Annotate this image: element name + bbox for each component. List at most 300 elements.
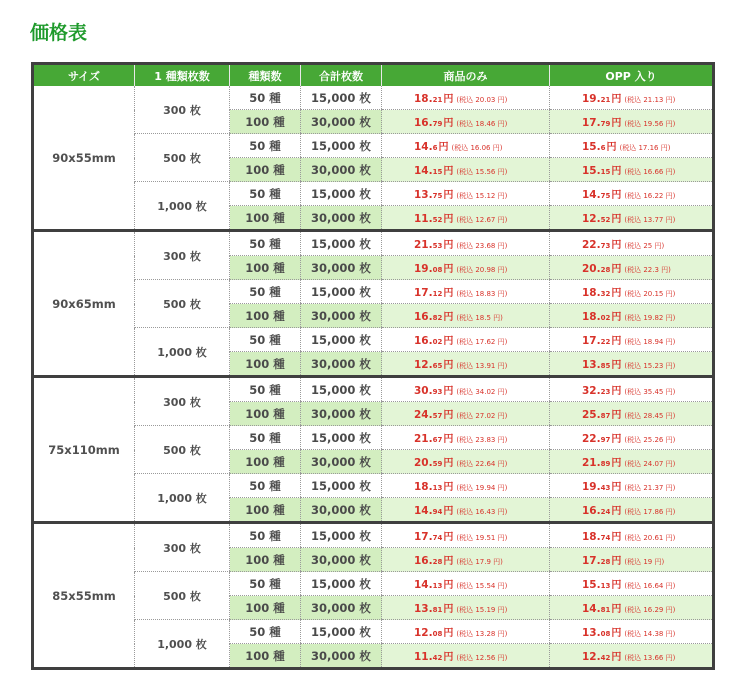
header-opp: OPP 入り <box>550 64 714 87</box>
price-tax-included: (税込 25.26 円) <box>624 436 676 444</box>
kinds-cell: 100 種 <box>230 498 301 523</box>
price-yen: 円 <box>443 652 454 663</box>
total-sheets-cell: 30,000 枚 <box>301 256 382 280</box>
price-yen: 円 <box>443 264 454 275</box>
product-only-price-cell <box>382 86 550 110</box>
per-kind-qty-cell: 300 枚 <box>135 86 230 134</box>
product-only-price-cell <box>382 256 550 280</box>
price-tax-included: (税込 17.86 円) <box>624 508 676 516</box>
price-decimal: 43 <box>600 484 611 492</box>
price-integer: 22. <box>582 433 601 445</box>
price-decimal: 97 <box>600 436 611 444</box>
price-tax-included: (税込 17.62 円) <box>456 338 508 346</box>
price-tax-included: (税込 16.29 円) <box>624 606 676 614</box>
opp-price-cell <box>550 498 714 523</box>
price-decimal: 65 <box>432 362 443 370</box>
per-kind-qty-cell: 500 枚 <box>135 134 230 182</box>
price-integer: 13. <box>582 359 601 371</box>
total-sheets-cell: 30,000 枚 <box>301 304 382 328</box>
price-decimal: 57 <box>432 412 443 420</box>
price-tax-included: (税込 19.56 円) <box>624 120 676 128</box>
product-only-price-cell <box>382 158 550 182</box>
product-only-price-cell <box>382 572 550 596</box>
price-integer: 14. <box>414 141 433 153</box>
price-decimal: 81 <box>600 606 611 614</box>
price-integer: 16. <box>582 505 601 517</box>
kinds-cell: 100 種 <box>230 548 301 572</box>
price-tax-included: (税込 18.5 円) <box>456 314 503 322</box>
price-integer: 14. <box>414 579 433 591</box>
opp-price-cell <box>550 110 714 134</box>
price-yen: 円 <box>606 142 617 153</box>
product-only-price-cell <box>382 231 550 256</box>
kinds-cell: 100 種 <box>230 256 301 280</box>
opp-price-cell <box>550 474 714 498</box>
kinds-cell: 100 種 <box>230 402 301 426</box>
opp-price-cell <box>550 402 714 426</box>
price-integer: 18. <box>414 481 433 493</box>
price-yen: 円 <box>611 360 622 371</box>
table-row <box>33 182 714 206</box>
price-yen: 円 <box>443 458 454 469</box>
total-sheets-cell: 30,000 枚 <box>301 352 382 377</box>
price-yen: 円 <box>611 264 622 275</box>
price-tax-included: (税込 15.54 円) <box>456 582 508 590</box>
price-integer: 19. <box>582 93 601 105</box>
price-tax-included: (税込 24.07 円) <box>624 460 676 468</box>
price-decimal: 24 <box>600 508 611 516</box>
price-integer: 18. <box>414 93 433 105</box>
price-yen: 円 <box>443 166 454 177</box>
price-yen: 円 <box>611 336 622 347</box>
total-sheets-cell: 30,000 枚 <box>301 206 382 231</box>
price-decimal: 02 <box>600 314 611 322</box>
per-kind-qty-cell: 500 枚 <box>135 572 230 620</box>
total-sheets-cell: 15,000 枚 <box>301 620 382 644</box>
price-integer: 20. <box>582 263 601 275</box>
opp-price-cell <box>550 523 714 548</box>
price-decimal: 42 <box>600 654 611 662</box>
price-yen: 円 <box>611 434 622 445</box>
product-only-price-cell <box>382 498 550 523</box>
kinds-cell: 50 種 <box>230 134 301 158</box>
price-decimal: 79 <box>432 120 443 128</box>
kinds-cell: 50 種 <box>230 523 301 548</box>
price-integer: 16. <box>414 311 433 323</box>
size-cell: 75x110mm <box>33 377 135 523</box>
price-yen: 円 <box>443 604 454 615</box>
opp-price-cell <box>550 596 714 620</box>
opp-price-cell <box>550 377 714 402</box>
price-decimal: 52 <box>432 216 443 224</box>
opp-price-cell <box>550 182 714 206</box>
price-yen: 円 <box>611 556 622 567</box>
price-integer: 13. <box>582 627 601 639</box>
kinds-cell: 50 種 <box>230 280 301 304</box>
product-only-price-cell <box>382 352 550 377</box>
price-yen: 円 <box>443 214 454 225</box>
opp-price-cell <box>550 328 714 352</box>
price-tax-included: (税込 13.77 円) <box>624 216 676 224</box>
table-row <box>33 523 714 548</box>
price-decimal: 75 <box>600 192 611 200</box>
price-yen: 円 <box>443 94 454 105</box>
per-kind-qty-cell: 1,000 枚 <box>135 182 230 231</box>
total-sheets-cell: 30,000 枚 <box>301 548 382 572</box>
opp-price-cell <box>550 280 714 304</box>
total-sheets-cell: 15,000 枚 <box>301 426 382 450</box>
price-tax-included: (税込 17.9 円) <box>456 558 503 566</box>
page-title: 価格表 <box>30 22 88 44</box>
product-only-price-cell <box>382 548 550 572</box>
opp-price-cell <box>550 206 714 231</box>
price-tax-included: (税込 16.22 円) <box>624 192 676 200</box>
price-yen: 円 <box>443 628 454 639</box>
total-sheets-cell: 15,000 枚 <box>301 474 382 498</box>
price-tax-included: (税込 20.15 円) <box>624 290 676 298</box>
header-per-kind-qty: 1 種類枚数 <box>135 64 230 87</box>
opp-price-cell <box>550 450 714 474</box>
product-only-price-cell <box>382 110 550 134</box>
product-only-price-cell <box>382 474 550 498</box>
price-integer: 32. <box>582 385 601 397</box>
price-tax-included: (税込 28.45 円) <box>624 412 676 420</box>
price-decimal: 13 <box>432 484 443 492</box>
price-tax-included: (税込 35.45 円) <box>624 388 676 396</box>
table-row <box>33 328 714 352</box>
price-yen: 円 <box>611 628 622 639</box>
price-decimal: 89 <box>600 460 611 468</box>
price-yen: 円 <box>438 142 449 153</box>
kinds-cell: 50 種 <box>230 474 301 498</box>
price-tax-included: (税込 12.56 円) <box>456 654 508 662</box>
price-yen: 円 <box>611 166 622 177</box>
total-sheets-cell: 30,000 枚 <box>301 402 382 426</box>
price-tax-included: (税込 20.03 円) <box>456 96 508 104</box>
price-yen: 円 <box>611 482 622 493</box>
price-yen: 円 <box>443 360 454 371</box>
size-cell: 85x55mm <box>33 523 135 669</box>
product-only-price-cell <box>382 377 550 402</box>
header-product-only: 商品のみ <box>382 64 550 87</box>
price-decimal: 28 <box>600 558 611 566</box>
kinds-cell: 50 種 <box>230 377 301 402</box>
price-tax-included: (税込 13.28 円) <box>456 630 508 638</box>
price-tax-included: (税込 25 円) <box>624 242 665 250</box>
price-tax-included: (税込 21.13 円) <box>624 96 676 104</box>
price-decimal: 93 <box>432 388 443 396</box>
total-sheets-cell: 30,000 枚 <box>301 110 382 134</box>
header-kinds: 種類数 <box>230 64 301 87</box>
total-sheets-cell: 15,000 枚 <box>301 377 382 402</box>
total-sheets-cell: 15,000 枚 <box>301 280 382 304</box>
kinds-cell: 100 種 <box>230 450 301 474</box>
price-tax-included: (税込 22.64 円) <box>456 460 508 468</box>
price-decimal: 74 <box>432 534 443 542</box>
opp-price-cell <box>550 231 714 256</box>
price-decimal: 08 <box>432 630 443 638</box>
price-tax-included: (税込 17.16 円) <box>619 144 671 152</box>
product-only-price-cell <box>382 523 550 548</box>
total-sheets-cell: 15,000 枚 <box>301 572 382 596</box>
product-only-price-cell <box>382 644 550 669</box>
price-integer: 19. <box>414 263 433 275</box>
kinds-cell: 50 種 <box>230 426 301 450</box>
price-integer: 14. <box>414 165 433 177</box>
price-integer: 18. <box>582 287 601 299</box>
price-tax-included: (税込 19.94 円) <box>456 484 508 492</box>
price-integer: 30. <box>414 385 433 397</box>
product-only-price-cell <box>382 328 550 352</box>
price-tax-included: (税込 18.94 円) <box>624 338 676 346</box>
price-yen: 円 <box>443 532 454 543</box>
price-tax-included: (税込 15.23 円) <box>624 362 676 370</box>
kinds-cell: 50 種 <box>230 572 301 596</box>
price-integer: 17. <box>414 531 433 543</box>
product-only-price-cell <box>382 402 550 426</box>
price-integer: 20. <box>414 457 433 469</box>
opp-price-cell <box>550 256 714 280</box>
price-tax-included: (税込 16.66 円) <box>624 168 676 176</box>
price-tax-included: (税込 15.12 円) <box>456 192 508 200</box>
price-decimal: 52 <box>600 216 611 224</box>
total-sheets-cell: 15,000 枚 <box>301 231 382 256</box>
per-kind-qty-cell: 300 枚 <box>135 231 230 280</box>
size-cell: 90x65mm <box>33 231 135 377</box>
price-yen: 円 <box>611 652 622 663</box>
price-decimal: 94 <box>432 508 443 516</box>
price-tax-included: (税込 34.02 円) <box>456 388 508 396</box>
price-tax-included: (税込 21.37 円) <box>624 484 676 492</box>
price-integer: 16. <box>414 117 433 129</box>
price-integer: 22. <box>582 239 601 251</box>
price-decimal: 32 <box>600 290 611 298</box>
price-tax-included: (税込 19 円) <box>624 558 665 566</box>
price-decimal: 42 <box>432 654 443 662</box>
price-yen: 円 <box>443 580 454 591</box>
price-tax-included: (税込 15.56 円) <box>456 168 508 176</box>
size-cell: 90x55mm <box>33 86 135 231</box>
price-tax-included: (税込 13.66 円) <box>624 654 676 662</box>
price-decimal: 13 <box>600 582 611 590</box>
price-decimal: 28 <box>600 266 611 274</box>
kinds-cell: 100 種 <box>230 206 301 231</box>
price-yen: 円 <box>443 312 454 323</box>
price-integer: 18. <box>582 311 601 323</box>
kinds-cell: 50 種 <box>230 231 301 256</box>
total-sheets-cell: 30,000 枚 <box>301 498 382 523</box>
price-tax-included: (税込 23.83 円) <box>456 436 508 444</box>
total-sheets-cell: 15,000 枚 <box>301 523 382 548</box>
price-yen: 円 <box>443 190 454 201</box>
price-tax-included: (税込 22.3 円) <box>624 266 671 274</box>
price-decimal: 74 <box>600 534 611 542</box>
price-yen: 円 <box>443 118 454 129</box>
per-kind-qty-cell: 1,000 枚 <box>135 328 230 377</box>
price-decimal: 08 <box>600 630 611 638</box>
price-tax-included: (税込 13.91 円) <box>456 362 508 370</box>
price-decimal: 87 <box>600 412 611 420</box>
table-row <box>33 377 714 402</box>
price-decimal: 85 <box>600 362 611 370</box>
per-kind-qty-cell: 1,000 枚 <box>135 620 230 669</box>
price-yen: 円 <box>443 240 454 251</box>
table-row <box>33 620 714 644</box>
price-decimal: 22 <box>600 338 611 346</box>
price-decimal: 75 <box>432 192 443 200</box>
price-decimal: 15 <box>432 168 443 176</box>
per-kind-qty-cell: 500 枚 <box>135 280 230 328</box>
price-yen: 円 <box>611 458 622 469</box>
price-integer: 13. <box>414 603 433 615</box>
price-integer: 15. <box>582 579 601 591</box>
price-integer: 25. <box>582 409 601 421</box>
price-yen: 円 <box>611 410 622 421</box>
kinds-cell: 100 種 <box>230 110 301 134</box>
price-yen: 円 <box>611 580 622 591</box>
product-only-price-cell <box>382 426 550 450</box>
opp-price-cell <box>550 548 714 572</box>
header-total: 合計枚数 <box>301 64 382 87</box>
price-yen: 円 <box>611 240 622 251</box>
price-integer: 17. <box>414 287 433 299</box>
price-integer: 12. <box>414 359 433 371</box>
kinds-cell: 50 種 <box>230 182 301 206</box>
total-sheets-cell: 15,000 枚 <box>301 328 382 352</box>
price-tax-included: (税込 16.06 円) <box>451 144 503 152</box>
header-row <box>33 64 714 87</box>
product-only-price-cell <box>382 596 550 620</box>
opp-price-cell <box>550 572 714 596</box>
price-integer: 17. <box>582 555 601 567</box>
price-decimal: 12 <box>432 290 443 298</box>
product-only-price-cell <box>382 280 550 304</box>
price-integer: 12. <box>582 651 601 663</box>
total-sheets-cell: 15,000 枚 <box>301 134 382 158</box>
price-yen: 円 <box>443 336 454 347</box>
opp-price-cell <box>550 620 714 644</box>
kinds-cell: 100 種 <box>230 596 301 620</box>
price-integer: 15. <box>582 141 601 153</box>
price-yen: 円 <box>611 214 622 225</box>
price-tax-included: (税込 18.46 円) <box>456 120 508 128</box>
per-kind-qty-cell: 300 枚 <box>135 377 230 426</box>
price-integer: 21. <box>582 457 601 469</box>
price-decimal: 6 <box>600 144 606 152</box>
price-decimal: 21 <box>600 96 611 104</box>
price-integer: 21. <box>414 239 433 251</box>
price-yen: 円 <box>443 506 454 517</box>
price-tax-included: (税込 16.64 円) <box>624 582 676 590</box>
price-yen: 円 <box>611 506 622 517</box>
price-tax-included: (税込 18.83 円) <box>456 290 508 298</box>
price-decimal: 53 <box>432 242 443 250</box>
opp-price-cell <box>550 352 714 377</box>
table-row <box>33 134 714 158</box>
price-yen: 円 <box>611 118 622 129</box>
price-integer: 19. <box>582 481 601 493</box>
price-yen: 円 <box>443 434 454 445</box>
price-decimal: 82 <box>432 314 443 322</box>
price-decimal: 21 <box>432 96 443 104</box>
price-tax-included: (税込 19.51 円) <box>456 534 508 542</box>
opp-price-cell <box>550 426 714 450</box>
opp-price-cell <box>550 86 714 110</box>
price-yen: 円 <box>611 288 622 299</box>
price-yen: 円 <box>611 312 622 323</box>
price-yen: 円 <box>443 386 454 397</box>
price-table <box>31 62 715 670</box>
per-kind-qty-cell: 300 枚 <box>135 523 230 572</box>
total-sheets-cell: 15,000 枚 <box>301 182 382 206</box>
price-decimal: 28 <box>432 558 443 566</box>
price-tax-included: (税込 15.19 円) <box>456 606 508 614</box>
price-yen: 円 <box>611 94 622 105</box>
price-yen: 円 <box>611 386 622 397</box>
table-row <box>33 231 714 256</box>
price-tax-included: (税込 14.38 円) <box>624 630 676 638</box>
price-yen: 円 <box>611 604 622 615</box>
price-decimal: 08 <box>432 266 443 274</box>
price-tax-included: (税込 16.43 円) <box>456 508 508 516</box>
header-size: サイズ <box>33 64 135 87</box>
product-only-price-cell <box>382 206 550 231</box>
table-row <box>33 474 714 498</box>
price-integer: 16. <box>414 335 433 347</box>
price-yen: 円 <box>443 556 454 567</box>
price-yen: 円 <box>611 532 622 543</box>
price-yen: 円 <box>443 410 454 421</box>
price-decimal: 15 <box>600 168 611 176</box>
price-decimal: 79 <box>600 120 611 128</box>
price-integer: 14. <box>582 603 601 615</box>
kinds-cell: 100 種 <box>230 352 301 377</box>
price-decimal: 02 <box>432 338 443 346</box>
opp-price-cell <box>550 644 714 669</box>
price-integer: 14. <box>414 505 433 517</box>
price-decimal: 13 <box>432 582 443 590</box>
price-integer: 17. <box>582 117 601 129</box>
price-tax-included: (税込 19.82 円) <box>624 314 676 322</box>
kinds-cell: 100 種 <box>230 304 301 328</box>
price-integer: 14. <box>582 189 601 201</box>
product-only-price-cell <box>382 304 550 328</box>
total-sheets-cell: 30,000 枚 <box>301 158 382 182</box>
price-integer: 12. <box>582 213 601 225</box>
price-integer: 15. <box>582 165 601 177</box>
price-integer: 21. <box>414 433 433 445</box>
price-decimal: 59 <box>432 460 443 468</box>
price-tax-included: (税込 20.98 円) <box>456 266 508 274</box>
price-integer: 24. <box>414 409 433 421</box>
price-integer: 11. <box>414 213 433 225</box>
price-tax-included: (税込 20.61 円) <box>624 534 676 542</box>
price-decimal: 6 <box>432 144 438 152</box>
kinds-cell: 50 種 <box>230 86 301 110</box>
price-integer: 12. <box>414 627 433 639</box>
kinds-cell: 100 種 <box>230 158 301 182</box>
price-integer: 11. <box>414 651 433 663</box>
product-only-price-cell <box>382 182 550 206</box>
price-yen: 円 <box>611 190 622 201</box>
price-yen: 円 <box>443 482 454 493</box>
opp-price-cell <box>550 158 714 182</box>
price-decimal: 23 <box>600 388 611 396</box>
price-decimal: 73 <box>600 242 611 250</box>
price-tax-included: (税込 12.67 円) <box>456 216 508 224</box>
table-row <box>33 426 714 450</box>
product-only-price-cell <box>382 620 550 644</box>
